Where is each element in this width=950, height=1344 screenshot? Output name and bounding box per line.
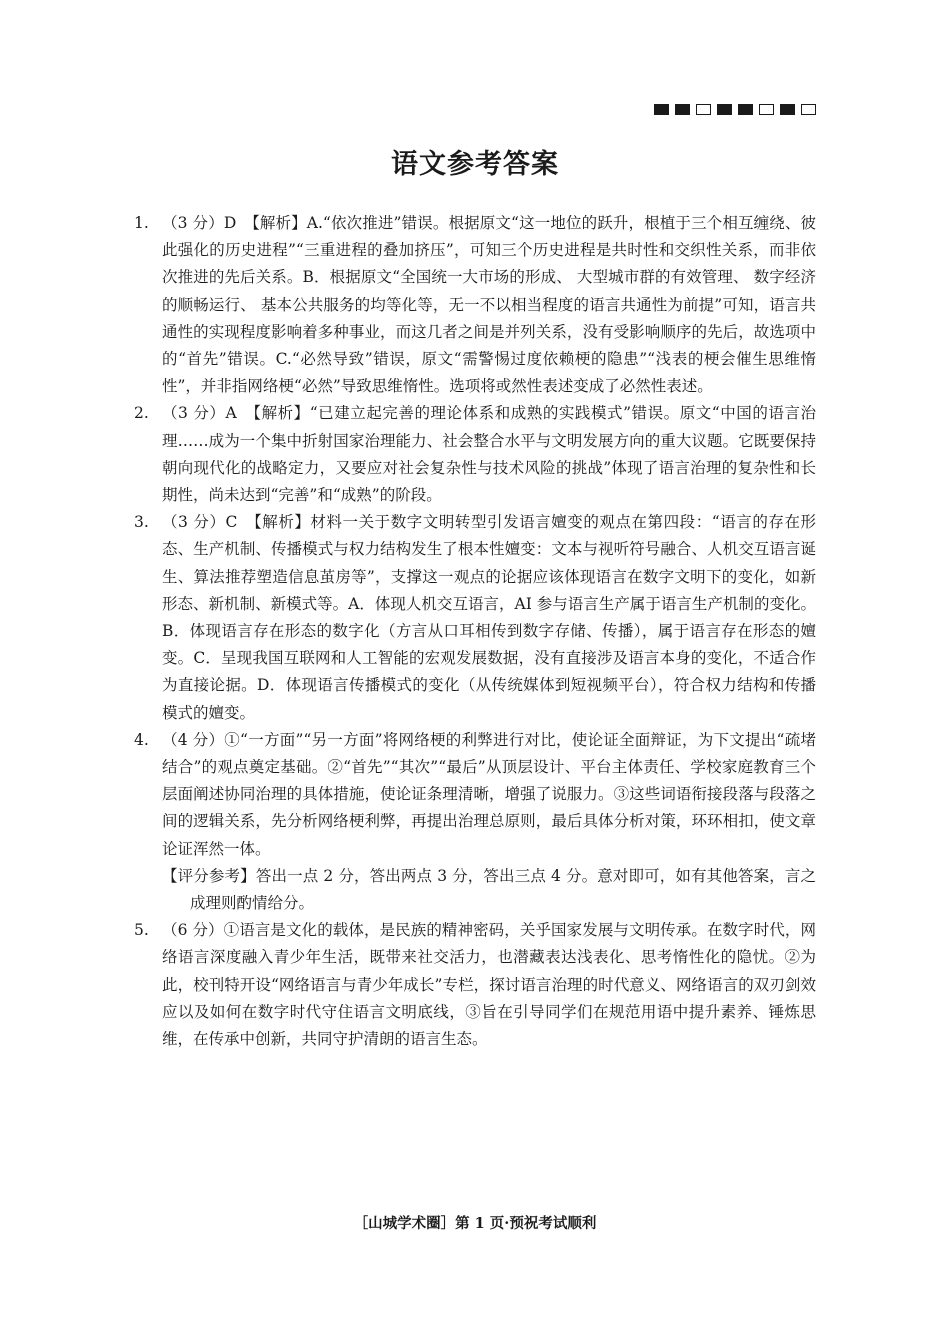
header-mark	[717, 104, 732, 115]
answer-number: 4.	[134, 730, 149, 749]
page-footer: ［山城学术圈］第 1 页·预祝考试顺利	[353, 1215, 597, 1232]
answer-number: 5.	[134, 921, 149, 940]
header-mark	[801, 104, 816, 115]
answer-number: 1.	[134, 214, 149, 232]
answer-text: （6 分）①语言是文化的载体，是民族的精神密码，关乎国家发展与文明传承。在数字时代，网络语言深度融入青少年生活，既带来社交活力，也潜藏表达浅表化、思考惰性化的隐忧。②为此，校刊特开设“网络语言与青少年成长”专栏，探讨语言治理的时代意义、网络语言的双刃剑效应以及如何在数字时代守住语言文明底线，③旨在引导同学们在规范用语中提升素养、锤炼思维，在传承中创新，共同守护清朗的语言生态。	[162, 921, 816, 1049]
header-marks	[654, 104, 816, 115]
header-mark	[675, 104, 690, 115]
answer-item	[134, 400, 816, 509]
answer-text: （3 分）C 【解析】材料一关于数字文明转型引发语言嬗变的观点在第四段：“语言的存在形态、生产机制、传播模式与权力结构发生了根本性嬗变：文本与视听符号融合、人机交互语言诞生、算法推荐塑造信息茧房等”，支撑这一观点的论据应该体现语言在数字文明下的变化，如新形态、新机制、新模式等。A．体现人机交互语言，AI 参与语言生产属于语言生产机制的变化。B．体现语言存在形态的数字化（方言从口耳相传到数字存储、传播），属于语言存在形态的嬗变。C．呈现我国互联网和人工智能的宏观发展数据，没有直接涉及语言本身的变化，不适合作为直接论据。D．体现语言传播模式的变化（从传统媒体到短视频平台），符合权力结构和传播模式的嬗变。	[162, 513, 816, 722]
scoring-note: 【评分参考】答出一点 2 分，答出两点 3 分，答出三点 4 分。意对即可，如有其他答案，言之成理则酌情给分。	[162, 866, 816, 913]
answer-list	[134, 210, 816, 1053]
answer-number: 2.	[134, 404, 149, 423]
answer-text: （3 分）A 【解析】“已建立起完善的理论体系和成熟的实践模式”错误。原文“中国的语言治理……成为一个集中折射国家治理能力、社会整合水平与文明发展方向的重大议题。它既要保持朝向现代化的战略定力，又要应对社会复杂性与技术风险的挑战”体现了语言治理的复杂性和长期性，尚未达到“完善”和“成熟”的阶段。	[162, 404, 816, 505]
answer-item	[134, 727, 816, 917]
answer-number: 3.	[134, 513, 149, 532]
header-mark	[738, 104, 753, 115]
answer-item	[134, 917, 816, 1053]
answer-text: （3 分）D 【解析】A.“依次推进”错误。根据原文“这一地位的跃升，根植于三个相互缠绕、彼此强化的历史进程”“三重进程的叠加挤压”，可知三个历史进程是共时性和交织性关系，而非依次推进的先后关系。B．根据原文“全国统一大市场的形成、 大型城市群的有效管理、 数字经济的顺畅运行、 基本公共服务的均等化等，无一不以相当程度的语言共通性为前提”可知，语言共通性的实现程度影响着多种事业，而这几者之间是并列关系，没有受影响顺序的先后，故选项中的“首先”错误。C.“必然导致”错误，原文“需警惕过度依赖梗的隐患”“浅表的梗会催生思维惰性”，并非指网络梗“必然”导致思维惰性。选项将或然性表述变成了必然性表述。	[162, 214, 816, 396]
page-title: 语文参考答案	[391, 149, 559, 180]
header-mark	[696, 104, 711, 115]
header-mark	[654, 104, 669, 115]
answer-item	[134, 509, 816, 727]
answer-item	[134, 210, 816, 400]
header-mark	[759, 104, 774, 115]
answer-text: （4 分）①“一方面”“另一方面”将网络梗的利弊进行对比，使论证全面辩证，为下文提出“疏堵结合”的观点奠定基础。②“首先”“其次”“最后”从顶层设计、平台主体责任、学校家庭教育三个层面阐述协同治理的具体措施，使论证条理清晰，增强了说服力。③这些词语衔接段落与段落之间的逻辑关系，先分析网络梗利弊，再提出治理总原则，最后具体分析对策，环环相扣，使文章论证浑然一体。	[162, 730, 816, 858]
header-mark	[780, 104, 795, 115]
